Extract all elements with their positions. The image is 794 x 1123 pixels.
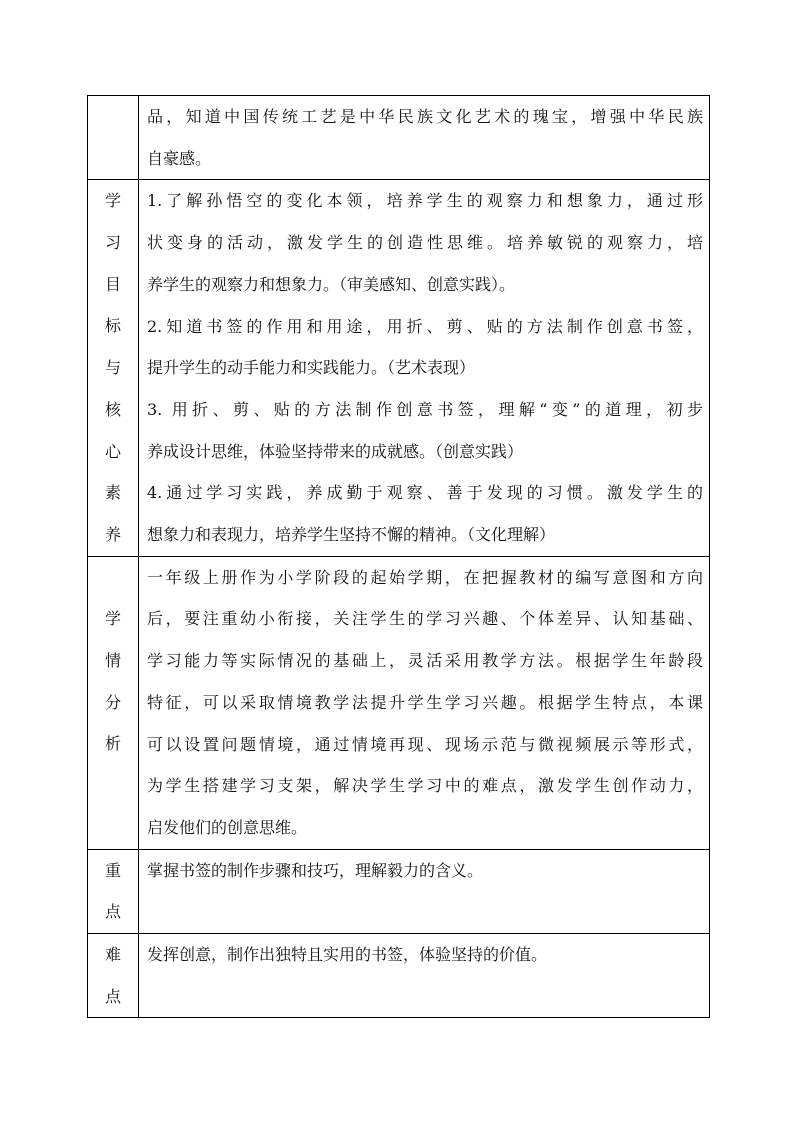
goals-content [139,180,709,555]
text-line: 养成设计思维，体验坚持带来的成就感。（创意实践） [147,441,524,461]
label-char: 目 [104,274,121,294]
label-char: 学 [104,191,121,211]
text-line: 为学生搭建学习支架，解决学生学习中的难点，激发学生创作动力， [147,776,703,796]
key-point-label [88,850,138,933]
row-label-cell [88,180,139,556]
text-line: 一年级上册作为小学阶段的起始学期，在把握教材的编写意图和方向 [147,567,703,587]
table-row [88,96,710,180]
row-label-cell [88,849,139,933]
text-line: 特征，可以采取情境教学法提升学生学习兴趣。根据学生特点，本课 [147,692,703,712]
key-point-content [139,850,709,892]
table-row [88,934,710,1018]
row-content-cell [139,180,710,556]
label-char: 点 [104,902,121,922]
text-line: 提升学生的动手能力和实践能力。（艺术表现） [147,358,476,378]
table-row [88,556,710,849]
label-char: 心 [104,441,121,461]
row-content-cell [139,934,710,1018]
analysis-content [139,557,709,849]
intro-content [139,96,709,179]
text-line: 自豪感。 [147,148,212,168]
table-row [88,180,710,556]
text-line: 启发他们的创意思维。 [147,817,308,837]
row-label-cell [88,556,139,849]
label-char: 析 [104,734,121,754]
label-char: 难 [104,945,121,965]
text-line: 3. 用折、剪、贴的方法制作创意书签，理解“变”的道理，初步 [147,399,703,419]
text-line: 想象力和表现力，培养学生坚持不懈的精神。（文化理解） [147,525,556,545]
row-content-cell [139,556,710,849]
goals-label [88,180,138,555]
analysis-label [88,557,138,765]
label-char: 养 [104,524,121,544]
text-line: 养学生的观察力和想象力。（审美感知、创意实践）。 [147,274,516,294]
row-label-cell [88,96,139,180]
text-line: 1.了解孙悟空的变化本领，培养学生的观察力和想象力，通过形 [147,191,703,211]
row-content-cell [139,849,710,933]
label-char: 习 [104,233,121,253]
label-char: 核 [104,399,121,419]
label-char: 与 [104,358,121,378]
text-line: 发挥创意，制作出独特且实用的书签，体验坚持的价值。 [147,945,548,965]
row-label-cell [88,934,139,1018]
text-line: 品，知道中国传统工艺是中华民族文化艺术的瑰宝，增强中华民族 [147,107,703,126]
text-line: 2.知道书签的作用和用途，用折、剪、贴的方法制作创意书签， [147,316,703,336]
text-line: 可以设置问题情境，通过情境再现、现场示范与微视频展示等形式， [147,734,703,754]
label-char: 素 [104,483,121,503]
lesson-plan-table [87,95,710,1018]
label-char: 标 [104,316,121,336]
label-char: 点 [104,986,121,1006]
text-line: 4.通过学习实践，养成勤于观察、善于发现的习惯。激发学生的 [147,483,703,503]
row-content-cell [139,96,710,180]
label-char: 重 [104,860,121,880]
text-line: 状变身的活动，激发学生的创造性思维。培养敏锐的观察力，培 [147,233,703,253]
difficulty-label [88,934,138,1017]
label-char: 情 [104,651,121,671]
label-char: 学 [104,609,121,629]
text-line: 掌握书签的制作步骤和技巧，理解毅力的含义。 [147,860,484,880]
label-char: 分 [104,692,121,712]
difficulty-content [139,934,709,976]
text-line: 后，要注重幼小衔接，关注学生的学习兴趣、个体差异、认知基础、 [147,609,703,629]
text-line: 学习能力等实际情况的基础上，灵活采用教学方法。根据学生年龄段 [147,651,703,671]
table-row [88,849,710,933]
